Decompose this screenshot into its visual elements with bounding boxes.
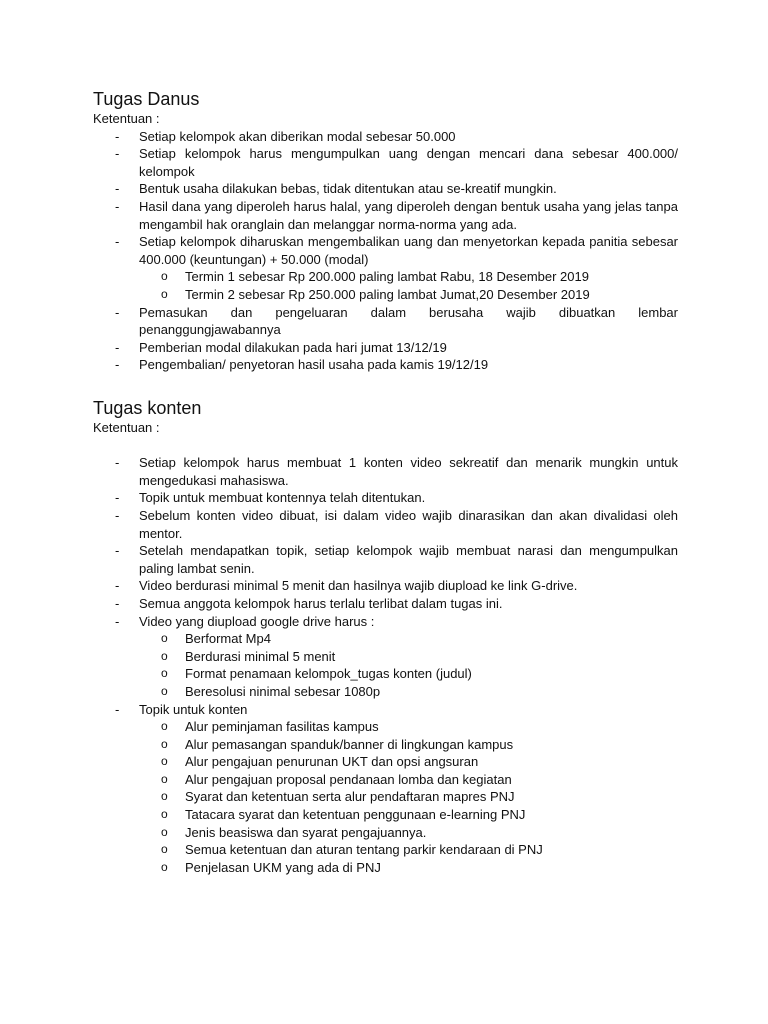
circle-marker: o — [161, 683, 168, 698]
dash-marker: - — [115, 304, 120, 320]
circle-marker: o — [161, 269, 168, 284]
list-item: o Beresolusi ninimal sebesar 1080p — [161, 683, 381, 699]
topics-list — [139, 718, 678, 876]
rules-list — [93, 454, 678, 876]
dash-marker: - — [115, 595, 120, 611]
dash-marker: - — [115, 490, 120, 506]
list-item: - Pemasukan dan pengeluaran dalam berusaha wajib dibuatkan lembar penanggungjawabannya — [115, 304, 678, 338]
list-item: - Bentuk usaha dilakukan bebas, tidak ditentukan atau se-kreatif mungkin. — [115, 181, 557, 197]
dash-marker: - — [115, 234, 120, 250]
list-item: - Video yang diupload google drive harus : o Berformat Mp4 o Berdurasi minimal 5 menit o Format penamaan kelompok_tugas konten (judul) o Beresolusi ninimal sebesar 1080p — [93, 613, 678, 701]
circle-marker: o — [161, 736, 168, 751]
list-item: o Semua ketentuan dan aturan tentang parkir kendaraan di PNJ — [161, 842, 543, 858]
dash-marker: - — [115, 613, 120, 629]
section-tugas-konten — [93, 397, 678, 876]
list-item: o Berformat Mp4 — [161, 631, 271, 647]
list-item: o Alur peminjaman fasilitas kampus — [161, 719, 379, 735]
list-item: - Setiap kelompok diharuskan mengembalikan uang dan menyetorkan kepada panitia sebesar 400.000 (keuntungan) + 50.000 (modal) o Termin 1 sebesar Rp 200.000 paling lambat Rabu, 18 Desember 2019 o Termin 2 sebesar Rp 250.000 paling lambat Jumat,20 Desember 2019 — [115, 234, 678, 302]
circle-marker: o — [161, 666, 168, 681]
list-item: - Setelah mendapatkan topik, setiap kelompok wajib membuat narasi dan mengumpulkan paling lambat senin. — [115, 543, 678, 576]
list-item: o Alur pemasangan spanduk/banner di lingkungan kampus — [161, 736, 514, 752]
dash-marker: - — [115, 578, 120, 594]
list-item: - Setiap kelompok harus mengumpulkan uang dengan mencari dana sebesar 400.000/ kelompok — [115, 146, 678, 179]
video-requirements-list — [139, 630, 678, 700]
section-title: Tugas Danus — [93, 89, 200, 109]
list-item: - Sebelum konten video dibuat, isi dalam video wajib dinarasikan dan akan divalidasi oleh mentor. — [115, 507, 678, 541]
section-tugas-danus — [93, 88, 678, 374]
dash-marker: - — [115, 455, 120, 471]
circle-marker: o — [161, 771, 168, 786]
spacer — [93, 437, 678, 455]
list-item: o Berdurasi minimal 5 menit — [161, 648, 336, 664]
list-item: - Pemberian modal dilakukan pada hari jumat 13/12/19 — [115, 339, 447, 355]
circle-marker: o — [161, 842, 168, 857]
dash-marker: - — [115, 146, 120, 162]
list-item: o Termin 1 sebesar Rp 200.000 paling lambat Rabu, 18 Desember 2019 — [161, 269, 589, 285]
list-item: o Alur pengajuan penurunan UKT dan opsi angsuran — [161, 754, 479, 770]
circle-marker: o — [161, 719, 168, 734]
circle-marker: o — [161, 859, 168, 874]
list-item: - Hasil dana yang diperoleh harus halal, yang diperoleh dengan bentuk usaha yang jelas tanpa mengambil hak oranglain dan melanggar norma-norma yang ada. — [115, 198, 678, 232]
list-item: - Topik untuk membuat kontennya telah ditentukan. — [115, 490, 426, 506]
list-item: - Setiap kelompok harus membuat 1 konten video sekreatif dan menarik mungkin untuk mengedukasi mahasiswa. — [115, 455, 678, 488]
dash-marker: - — [115, 357, 120, 373]
dash-marker: - — [115, 128, 120, 144]
section-label: Ketentuan : — [93, 420, 160, 435]
dash-marker: - — [115, 181, 120, 197]
circle-marker: o — [161, 824, 168, 839]
list-item: o Alur pengajuan proposal pendanaan lomba dan kegiatan — [161, 771, 512, 787]
list-item: o Jenis beasiswa dan syarat pengajuannya. — [161, 824, 427, 840]
dash-marker: - — [115, 339, 120, 355]
list-item: - Topik untuk konten o Alur peminjaman fasilitas kampus o Alur pemasangan spanduk/banner di lingkungan kampus o Alur pengajuan penurunan UKT dan opsi angsuran o Alur pengajuan proposal pendanaan lomba dan kegiatan o Syarat dan ketentuan serta alur pendaftaran mapres PNJ o Tatacara syarat dan ketentuan penggunaan e-learning PNJ o Jenis beasiswa dan syarat pengajuannya. o Semua ketentuan dan aturan tentang parkir kendaraan di PNJ o Penjelasan UKM yang ada di PNJ — [93, 701, 678, 877]
circle-marker: o — [161, 754, 168, 769]
section-label: Ketentuan : — [93, 111, 160, 126]
section-title: Tugas konten — [93, 398, 202, 418]
circle-marker: o — [161, 648, 168, 663]
list-item: o Penjelasan UKM yang ada di PNJ — [161, 859, 381, 875]
dash-marker: - — [115, 701, 120, 717]
circle-marker: o — [161, 789, 168, 804]
dash-marker: - — [115, 543, 120, 559]
dash-marker: - — [115, 198, 120, 214]
circle-marker: o — [161, 807, 168, 822]
list-item: o Format penamaan kelompok_tugas konten (judul) — [161, 666, 472, 682]
list-item: - Semua anggota kelompok harus terlalu terlibat dalam tugas ini. — [115, 595, 503, 611]
list-item: - Setiap kelompok akan diberikan modal sebesar 50.000 — [115, 128, 456, 144]
dash-marker: - — [115, 507, 120, 523]
list-item: o Syarat dan ketentuan serta alur pendaftaran mapres PNJ — [161, 789, 515, 805]
circle-marker: o — [161, 286, 168, 301]
termin-list — [139, 268, 678, 303]
list-item: - Pengembalian/ penyetoran hasil usaha pada kamis 19/12/19 — [115, 357, 489, 373]
list-item: o Termin 2 sebesar Rp 250.000 paling lambat Jumat,20 Desember 2019 — [161, 286, 590, 302]
list-item: o Tatacara syarat dan ketentuan penggunaan e-learning PNJ — [161, 807, 526, 823]
circle-marker: o — [161, 631, 168, 646]
list-item: - Video berdurasi minimal 5 menit dan hasilnya wajib diupload ke link G-drive. — [115, 578, 578, 594]
rules-list — [93, 128, 678, 374]
